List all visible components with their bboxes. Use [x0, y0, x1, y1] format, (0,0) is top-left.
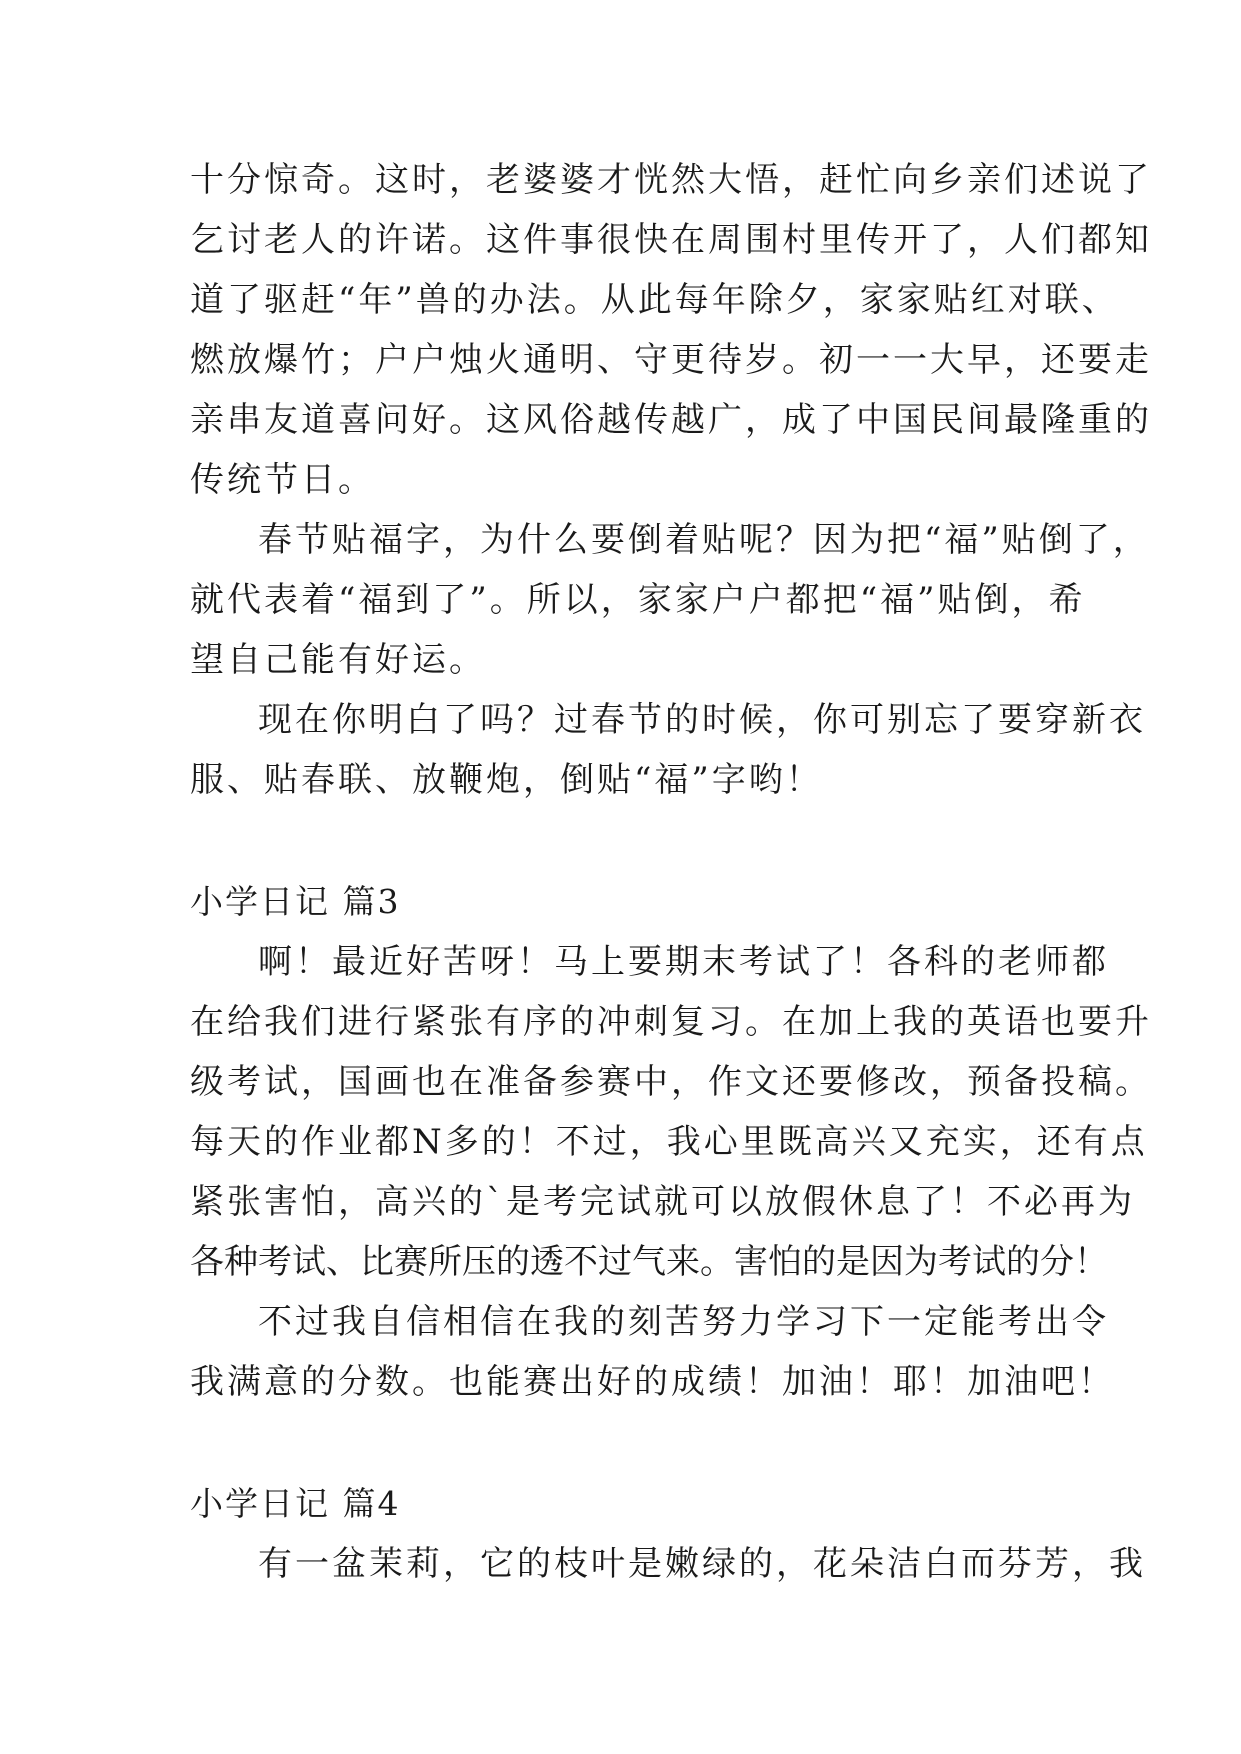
section-heading-3: 小学日记 篇3: [190, 882, 401, 921]
text-line: 亲串友道喜问好。这风俗越传越广，成了中国民间最隆重的: [190, 400, 1152, 440]
text-line: 级考试，国画也在准备参赛中，作文还要修改，预备投稿。: [190, 1062, 1152, 1102]
text-line: 现在你明白了吗？过春节的时候，你可别忘了要穿新衣: [258, 700, 1146, 740]
text-line: 就代表着“福到了”。所以，家家户户都把“福”贴倒，希: [190, 580, 1086, 620]
text-line: 春节贴福字，为什么要倒着贴呢？因为把“福”贴倒了，: [258, 520, 1150, 560]
text-line: 每天的作业都N多的！不过，我心里既高兴又充实，还有点: [190, 1122, 1148, 1162]
text-line: 望自己能有好运。: [190, 640, 486, 680]
text-line: 紧张害怕，高兴的`是考完试就可以放假休息了！不必再为: [190, 1182, 1135, 1222]
text-line: 我满意的分数。也能赛出好的成绩！加油！耶！加油吧！: [190, 1362, 1115, 1402]
section-gap: [190, 810, 1062, 872]
text-line: 在给我们进行紧张有序的冲刺复习。在加上我的英语也要升: [190, 1002, 1152, 1042]
section-gap: [190, 1412, 1062, 1474]
text-line: 服、贴春联、放鞭炮，倒贴“福”字哟！: [190, 760, 823, 800]
text-line: 各种考试、比赛所压的透不过气来。害怕的是因为考试的分！: [190, 1242, 1108, 1282]
section-heading-4: 小学日记 篇4: [190, 1484, 401, 1523]
text-line: 啊！最近好苦呀！马上要期末考试了！各科的老师都: [258, 942, 1109, 982]
text-line: 传统节日。: [190, 460, 375, 500]
text-line: 乞讨老人的许诺。这件事很快在周围村里传开了，人们都知: [190, 220, 1152, 260]
document-page: [190, 150, 1152, 1594]
text-line: 有一盆茉莉，它的枝叶是嫩绿的，花朵洁白而芬芳，我: [258, 1544, 1146, 1584]
text-line: 十分惊奇。这时，老婆婆才恍然大悟，赶忙向乡亲们述说了: [190, 160, 1152, 200]
text-line: 不过我自信相信在我的刻苦努力学习下一定能考出令: [258, 1302, 1109, 1342]
text-line: 燃放爆竹；户户烛火通明、守更待岁。初一一大早，还要走: [190, 340, 1152, 380]
text-line: 道了驱赶“年”兽的办法。从此每年除夕，家家贴红对联、: [190, 280, 1119, 320]
